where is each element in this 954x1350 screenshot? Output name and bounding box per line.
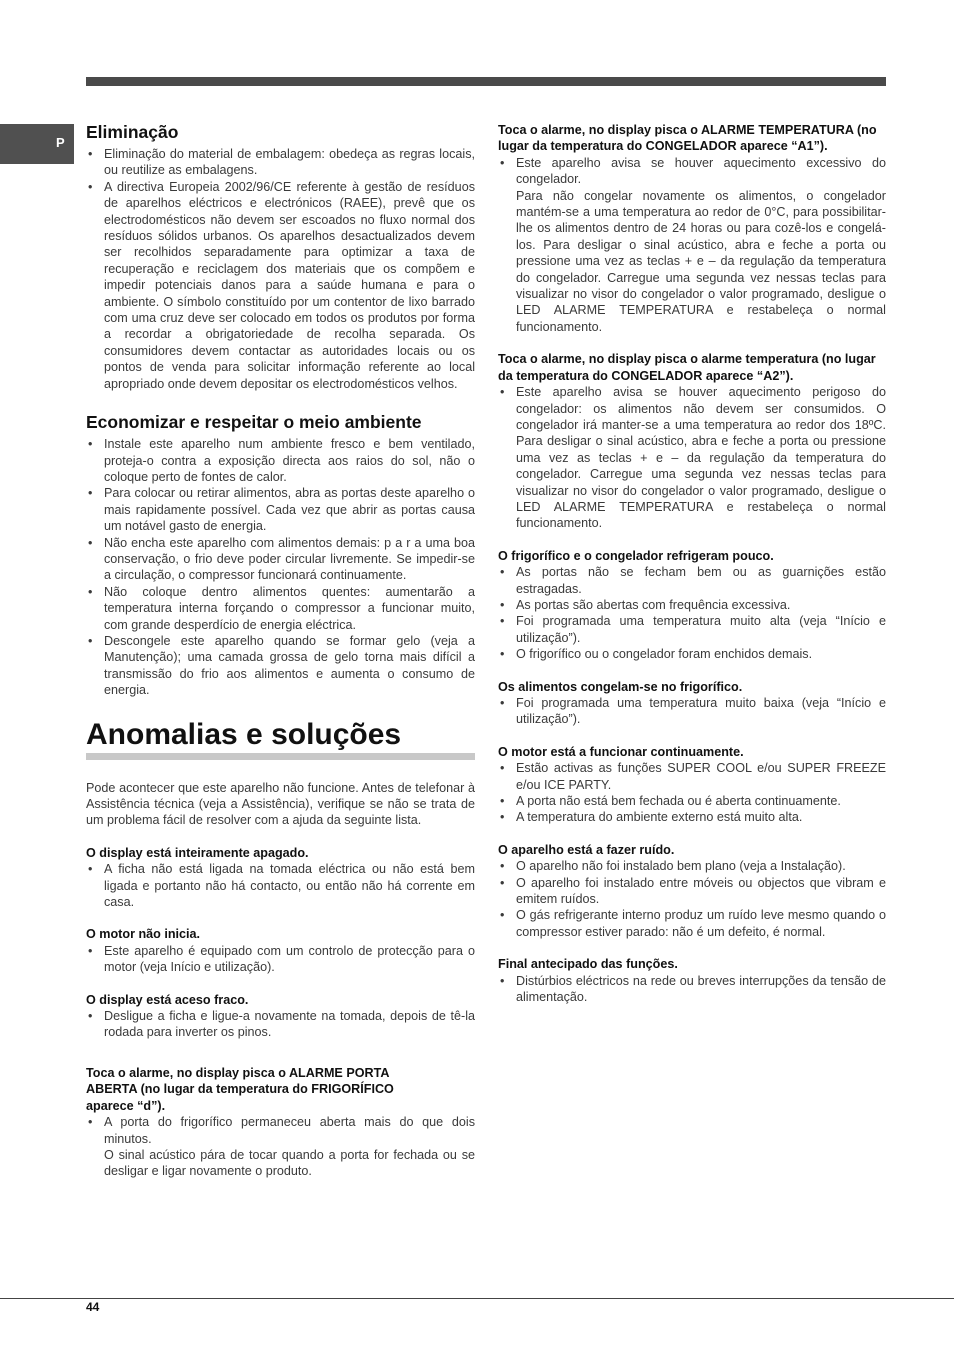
bullet-icon: • xyxy=(88,1009,93,1024)
bullet-icon: • xyxy=(500,696,505,710)
list-item-text: O aparelho foi instalado entre móveis ou objectos que vibram e emitem ruídos. xyxy=(516,875,886,907)
list-item-text: O gás refrigerante interno produz um ruído leve mesmo quando o compressor estiver parado: não é um defeito, é normal. xyxy=(516,908,886,939)
list-item-text: Estão activas as funções SUPER COOL e/ou SUPER FREEZE e/ou ICE PARTY. xyxy=(516,761,886,792)
problem-title: O motor não inicia. xyxy=(86,927,201,942)
list-item-text: Distúrbios eléctricos na rede ou breves interrupções da tensão de alimentação. xyxy=(516,973,886,1005)
list-item xyxy=(86,1008,475,1041)
list-item xyxy=(498,809,886,825)
list-item xyxy=(498,907,886,940)
list-item-text: A porta do frigorífico permaneceu aberta mais do que dois minutos. xyxy=(104,1115,475,1146)
list-item-text: O aparelho não foi instalado bem plano (veja a Instalação). xyxy=(516,859,846,874)
list-item-text: Não coloque dentro alimentos quentes: aumentarão a temperatura interna forçando o compressor a funcionar muito, com grande desperdício de energia eléctrica. xyxy=(104,584,475,632)
list-item xyxy=(498,875,886,908)
left-column xyxy=(86,122,475,1180)
list-item xyxy=(86,179,475,392)
list-item-text: Instale este aparelho num ambiente fresco e bem ventilado, proteja-o contra a exposição directa aos raios do sol, não o coloque perto de fontes de calor. xyxy=(104,437,475,484)
list-item-text: Para colocar ou retirar alimentos, abra as portas deste aparelho o mais rapidamente possível. Cada vez que abrir as portas causa um notável gasto de energia. xyxy=(104,486,475,534)
problem-title: Toca o alarme, no display pisca o alarme temperatura (no lugar da temperatura do CONGELADOR aparece “A2”). xyxy=(498,352,876,383)
list-item-text: Foi programada uma temperatura muito baixa (veja “Início e utilização”). xyxy=(516,696,886,727)
list-item-text: Desligue a ficha e ligue-a novamente na tomada, depois de tê-la rodada para inverter os pinos. xyxy=(104,1009,475,1040)
list-item-text: Não encha este aparelho com alimentos demais: p a r a uma boa conservação, o frio deve poder circular livremente. Se impedir-se a circulação, o compressor funcionará continuamente. xyxy=(104,535,475,583)
language-tab-label: P xyxy=(56,135,65,150)
list-item xyxy=(86,1114,475,1180)
bullet-icon: • xyxy=(500,761,505,776)
problem-title: O display está aceso fraco. xyxy=(86,992,249,1007)
bullet-icon: • xyxy=(500,565,505,580)
section-title-anomalias: Anomalias e soluções xyxy=(86,717,475,760)
list-item xyxy=(498,613,886,646)
bullet-icon: • xyxy=(500,385,505,400)
bullet-icon: • xyxy=(500,810,505,825)
section-title-eliminacao: Eliminação xyxy=(86,122,179,142)
list-item-text: A temperatura do ambiente externo está muito alta. xyxy=(516,810,803,825)
list-item xyxy=(498,646,886,662)
bullet-icon: • xyxy=(88,535,93,550)
list-item-text: Eliminação do material de embalagem: obedeça as regras locais, ou reutilize as embalagens. xyxy=(104,147,475,178)
bullet-icon: • xyxy=(500,794,505,809)
list-item-text: O frigorífico ou o congelador foram enchidos demais. xyxy=(516,647,813,662)
list-item xyxy=(498,695,886,728)
list-item-text: A ficha não está ligada na tomada eléctrica ou não está bem ligada e portanto não há contacto, ou então não há corrente em casa. xyxy=(104,862,475,910)
list-item xyxy=(498,597,886,613)
bullet-icon: • xyxy=(88,437,93,452)
list-item xyxy=(86,861,475,910)
list-item-extra-text: Para não congelar novamente os alimentos, o congelador mantém-se a uma temperatura ao redor de 0°C, para possibilitar-lhe os alimentos dentro de 24 horas ou para cozê-los e congelá-los. Para desligar o sinal acústico, abra e feche a porta ou pressione uma vez as teclas + e – da regulação da temperatura do congelador. Carregue uma segunda vez nessas teclas para visualizar no visor do congelador o valor programado, desligue o LED ALARME TEMPERATURA e restabeleça o normal funcionamento. xyxy=(516,188,886,334)
list-item xyxy=(86,535,475,584)
list-item xyxy=(86,436,475,485)
bullet-icon: • xyxy=(500,973,505,988)
bullet-icon: • xyxy=(88,147,93,161)
bullet-icon: • xyxy=(88,943,93,958)
right-column xyxy=(498,122,886,1006)
header-bar xyxy=(86,77,886,86)
economizar-list xyxy=(86,436,475,699)
eliminacao-list xyxy=(86,146,475,392)
list-item xyxy=(498,793,886,809)
problem-title: Toca o alarme, no display pisca o ALARME TEMPERATURA (no lugar da temperatura do CONGELADOR aparece “A1”). xyxy=(498,123,877,154)
bullet-icon: • xyxy=(500,908,505,923)
list-item xyxy=(498,760,886,793)
list-item-text: Descongele este aparelho quando se formar gelo (veja a Manutenção); uma camada grossa de gelo torna mais difícil a transmissão do frio aos alimentos e aumenta o consumo de energia. xyxy=(104,633,475,698)
problem-title: O aparelho está a fazer ruído. xyxy=(498,842,675,857)
problem-title: Final antecipado das funções. xyxy=(498,957,678,972)
bullet-icon: • xyxy=(500,647,505,662)
page-number: 44 xyxy=(86,1300,100,1314)
bullet-icon: • xyxy=(88,633,93,648)
problem-title: O frigorífico e o congelador refrigeram pouco. xyxy=(498,548,774,563)
list-item xyxy=(86,485,475,534)
list-item xyxy=(86,633,475,699)
problem-title: O motor está a funcionar continuamente. xyxy=(498,744,744,759)
section-title-economizar: Economizar e respeitar o meio ambiente xyxy=(86,412,422,433)
list-item xyxy=(498,564,886,597)
list-item xyxy=(86,146,475,179)
list-item xyxy=(498,155,886,335)
bullet-icon: • xyxy=(500,597,505,612)
footer-rule xyxy=(0,1298,954,1299)
bullet-icon: • xyxy=(88,584,93,599)
list-item-text: As portas não se fecham bem ou as guarnições estão estragadas. xyxy=(516,565,886,596)
bullet-icon: • xyxy=(88,1115,93,1130)
list-item-extra-text: O sinal acústico pára de tocar quando a porta for fechada ou se desligar e ligar novamente o produto. xyxy=(104,1147,475,1179)
bullet-icon: • xyxy=(500,614,505,629)
list-item xyxy=(86,943,475,976)
list-item xyxy=(498,384,886,532)
list-item xyxy=(86,584,475,633)
bullet-icon: • xyxy=(500,155,505,170)
list-item-text: As portas são abertas com frequência excessiva. xyxy=(516,597,791,612)
language-tab xyxy=(0,124,74,164)
problem-title: Os alimentos congelam-se no frigorífico. xyxy=(498,679,743,694)
bullet-icon: • xyxy=(88,862,93,877)
bullet-icon: • xyxy=(88,179,93,194)
list-item-text: Este aparelho avisa se houver aquecimento excessivo do congelador. xyxy=(516,155,886,187)
list-item xyxy=(498,973,886,1006)
list-item-text: Este aparelho é equipado com um controlo de protecção para o motor (veja Início e utilização). xyxy=(104,943,475,975)
list-item-text: Este aparelho avisa se houver aquecimento perigoso do congelador: os alimentos não devem ser consumidos. O congelador irá manter-se a uma temperatura ao redor dos 18ºC. Para desligar o sinal acústico, abra e feche a porta ou pressione uma vez as teclas + e – da regulação da temperatura do congelador. Carregue uma segunda vez nessas teclas para visualizar no visor do congelador o valor programado, desligue o LED ALARME TEMPERATURA e restabeleça o normal funcionamento. xyxy=(516,385,886,531)
bullet-icon: • xyxy=(88,486,93,501)
list-item-text: A directiva Europeia 2002/96/CE referente à gestão de resíduos de aparelhos eléctricos e electrónicos (RAEE), prevê que os electrodomésticos não devem ser escoados no fluxo normal dos resíduos sólidos urbanos. Os aparelhos desactualizados devem ser recolhidos separadamente para optimizar a taxa de recuperação e reciclagem dos materiais que os compõem e impedir potenciais danos para a saúde humana e para o ambiente. O símbolo constituído por um contentor de lixo barrado com uma cruz deve ser colocado em todos os produtos por forma a recordar a obrigatoriedade de recolha separada. Os consumidores devem contactar as autoridades locais ou os pontos de venda para solicitar informação referente ao local apropriado onde devem depositar os electrodomésticos velhos. xyxy=(104,179,475,391)
problem-title: O display está inteiramente apagado. xyxy=(86,845,309,860)
problem-title: Toca o alarme, no display pisca o ALARME PORTA ABERTA (no lugar da temperatura do FRIGORÍFICO aparece “d”). xyxy=(86,1065,394,1113)
anomalias-intro: Pode acontecer que este aparelho não funcione. Antes de telefonar à Assistência técnica (veja a Assistência), verifique se não se trata de um problema fácil de resolver com a ajuda da seguinte lista. xyxy=(86,780,475,828)
list-item xyxy=(498,858,886,874)
bullet-icon: • xyxy=(500,875,505,890)
list-item-text: Foi programada uma temperatura muito alta (veja “Início e utilização”). xyxy=(516,614,886,645)
list-item-text: A porta não está bem fechada ou é aberta continuamente. xyxy=(516,794,841,809)
bullet-icon: • xyxy=(500,859,505,874)
